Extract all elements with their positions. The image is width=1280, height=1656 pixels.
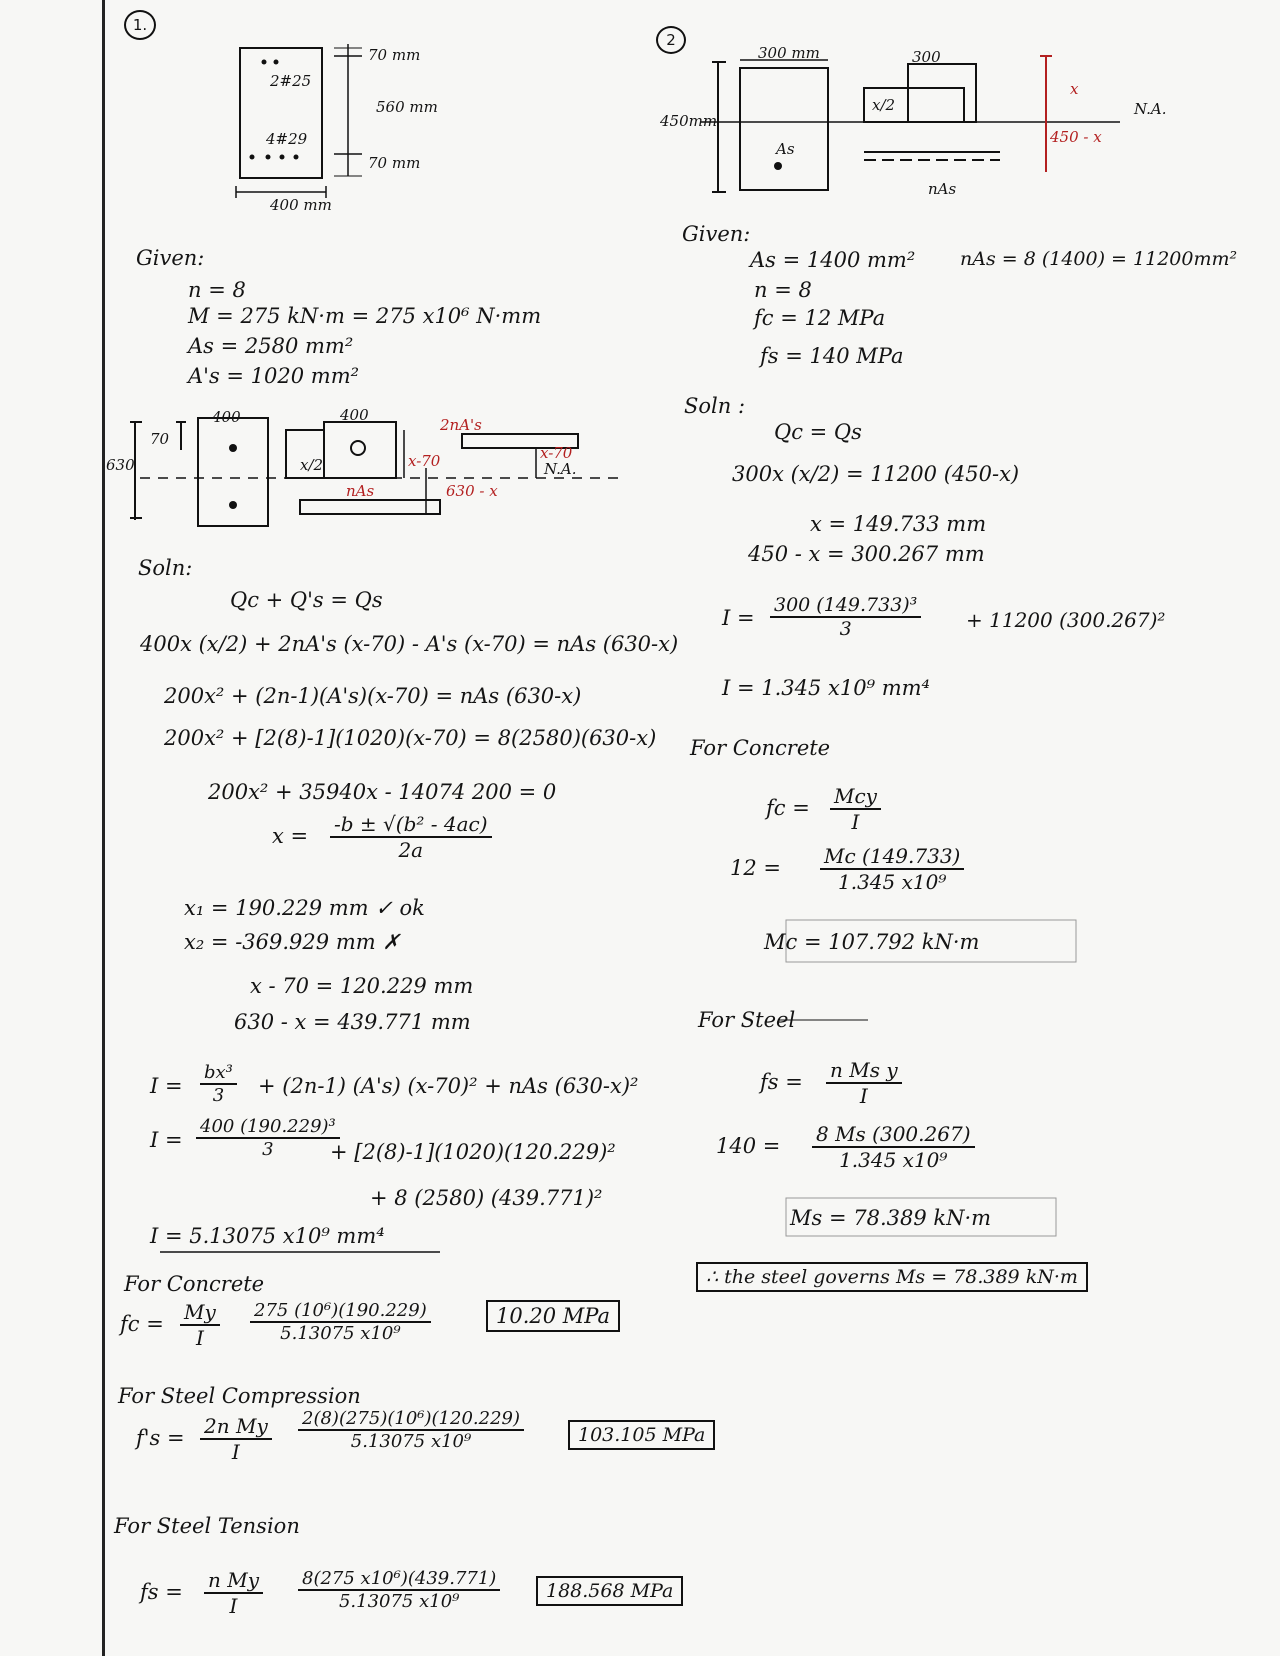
I2-lhs: I =: [722, 606, 755, 630]
bottom-bars-label: 4#29: [266, 130, 308, 148]
fc2-num: Mcy: [830, 784, 881, 810]
I-sub-num: 400 (190.229)³: [196, 1116, 340, 1139]
nas-label-2: nAs: [928, 180, 957, 198]
I2-value: I = 1.345 x10⁹ mm⁴: [722, 676, 930, 700]
x-minus-70-label-2: x-70: [540, 444, 573, 462]
width-label: 400 mm: [270, 196, 332, 214]
width-300-label-2: 300: [912, 48, 941, 66]
given-line-2: M = 275 kN·m = 275 x10⁶ N·mm: [188, 304, 542, 328]
given-2-line-1: As = 1400 mm²: [750, 248, 916, 272]
I-sub-lhs: I =: [150, 1128, 183, 1152]
quadratic-formula: [330, 812, 492, 862]
eq-4: 200x² + 35940x - 14074 200 = 0: [208, 780, 557, 804]
x-value-2: x = 149.733 mm: [810, 512, 987, 536]
x-minus-70-value: x - 70 = 120.229 mm: [250, 974, 474, 998]
fc-frac-2: [250, 1300, 431, 1344]
fs-comp-frac-2: [298, 1408, 524, 1452]
fs-comp-lhs: f's =: [136, 1426, 185, 1450]
x2-value: x₂ = -369.929 mm ✗: [184, 930, 400, 954]
x-minus-70-label: x-70: [408, 452, 441, 470]
fs-comp-frac-1-num: 2n My: [200, 1414, 272, 1440]
I-eq-den: 3: [212, 1085, 225, 1106]
fs-tension-frac-1-den: I: [229, 1594, 238, 1618]
given-2-line-4: fs = 140 MPa: [760, 344, 904, 368]
mc-value: Mc = 107.792 kN·m: [764, 930, 980, 954]
I-sub-rest: + [2(8)-1](1020)(120.229)²: [330, 1140, 616, 1164]
fs2-lhs: fs =: [760, 1070, 803, 1094]
given-title-2: Given:: [682, 222, 751, 246]
I-value-1: I = 5.13075 x10⁹ mm⁴: [150, 1224, 385, 1248]
fc2-den: I: [851, 810, 860, 834]
soln-title-2: Soln :: [684, 394, 746, 418]
I-eq-rest: + (2n-1) (A's) (x-70)² + nAs (630-x)²: [258, 1074, 639, 1098]
fc2-sub-frac: [820, 844, 964, 894]
fs-comp-frac-2-num: 2(8)(275)(10⁶)(120.229): [298, 1408, 524, 1431]
fc-frac-2-den: 5.13075 x10⁹: [280, 1323, 401, 1344]
depth-630-label: 630: [106, 456, 135, 474]
fs-tension-lhs: fs =: [140, 1580, 183, 1604]
top-cover-label: 70 mm: [368, 46, 421, 64]
I-sub-rest-2: + 8 (2580) (439.771)²: [370, 1186, 603, 1210]
fs-tension-frac-1-num: n My: [204, 1568, 263, 1594]
I2-num: 300 (149.733)³: [770, 594, 921, 618]
fs2-sub-frac: [812, 1122, 975, 1172]
fs2-frac: [826, 1058, 902, 1108]
given-line-1: n = 8: [188, 278, 246, 302]
width-400-label-2: 400: [340, 406, 369, 424]
fc-answer-1: 10.20 MPa: [486, 1300, 620, 1332]
fc2-frac: [830, 784, 881, 834]
fs2-sub-den: 1.345 x10⁹: [839, 1148, 948, 1172]
given-2-line-3: fc = 12 MPa: [754, 306, 886, 330]
steel-title-2: For Steel: [698, 1008, 796, 1032]
depth-label: 560 mm: [376, 98, 438, 116]
I-eq-frac: [200, 1062, 237, 1106]
top-bars-label: 2#25: [270, 72, 312, 90]
x-half-label: x/2: [300, 456, 324, 474]
2nas-label: 2nA's: [440, 416, 482, 434]
conclusion: ∴ the steel governs Ms = 78.389 kN·m: [696, 1262, 1088, 1292]
neutral-axis-label: N.A.: [544, 460, 577, 478]
height-450-label: 450mm: [660, 112, 718, 130]
fs-comp-frac-2-den: 5.13075 x10⁹: [350, 1431, 472, 1452]
eq-3: 200x² + [2(8)-1](1020)(x-70) = 8(2580)(630-x): [164, 726, 657, 750]
given-line-3: As = 2580 mm²: [188, 334, 354, 358]
width-300-label: 300 mm: [758, 44, 820, 62]
fs2-den: I: [859, 1084, 868, 1108]
steel-tension-title: For Steel Tension: [114, 1514, 300, 1538]
fs-tension-frac-2: [298, 1568, 500, 1612]
fs2-num: n Ms y: [826, 1058, 902, 1084]
neutral-axis-label-2: N.A.: [1134, 100, 1167, 118]
d-value-2: 450 - x = 300.267 mm: [748, 542, 985, 566]
eq-2: 200x² + (2n-1)(A's)(x-70) = nAs (630-x): [164, 684, 582, 708]
fc-frac-1: [180, 1300, 220, 1350]
concrete-title-1: For Concrete: [124, 1272, 265, 1296]
fs-tension-frac-2-num: 8(275 x10⁶)(439.771): [298, 1568, 500, 1591]
630-minus-x-label: 630 - x: [446, 482, 498, 500]
fs2-sub-lhs: 140 =: [716, 1134, 781, 1158]
quadratic-lhs: x =: [272, 824, 309, 848]
x-half-label-2: x/2: [872, 96, 896, 114]
eq-q-sum: Qc + Q's = Qs: [230, 588, 383, 612]
I2-rest: + 11200 (300.267)²: [966, 608, 1166, 632]
x1-value: x₁ = 190.229 mm ✓ ok: [184, 896, 425, 920]
given-title-1: Given:: [136, 246, 205, 270]
fs-tension-answer: 188.568 MPa: [536, 1576, 683, 1606]
450-minus-x-label: 450 - x: [1050, 128, 1102, 146]
eq-1: 400x (x/2) + 2nA's (x-70) - A's (x-70) = nAs (630-x): [140, 632, 679, 656]
fc-frac-1-den: I: [195, 1326, 204, 1350]
I-eq-num: bx³: [200, 1062, 237, 1085]
fc-frac-2-num: 275 (10⁶)(190.229): [250, 1300, 431, 1323]
fs-comp-answer: 103.105 MPa: [568, 1420, 715, 1450]
x-label: x: [1070, 80, 1079, 98]
soln-title-1: Soln:: [138, 556, 193, 580]
fs-tension-frac-1: [204, 1568, 263, 1618]
I2-den: 3: [839, 618, 852, 640]
given-2-line-2: n = 8: [754, 278, 812, 302]
eq-2-1: 300x (x/2) = 11200 (450-x): [732, 462, 1020, 486]
I2-frac: [770, 594, 921, 640]
fc-lhs-1: fc =: [120, 1312, 164, 1336]
I-eq-lhs: I =: [150, 1074, 183, 1098]
given-nas: nAs = 8 (1400) = 11200mm²: [960, 248, 1238, 270]
steel-comp-title: For Steel Compression: [118, 1384, 361, 1408]
cover-70-label: 70: [150, 430, 170, 448]
width-400-label: 400: [212, 408, 241, 426]
nas-label: nAs: [346, 482, 375, 500]
630-minus-x-value: 630 - x = 439.771 mm: [234, 1010, 471, 1034]
quadratic-num: -b ± √(b² - 4ac): [330, 812, 492, 838]
fs-tension-frac-2-den: 5.13075 x10⁹: [338, 1591, 460, 1612]
I-sub-frac: [196, 1116, 340, 1160]
bottom-cover-label: 70 mm: [368, 154, 421, 172]
eq-qc-qs: Qc = Qs: [774, 420, 862, 444]
ms-value: Ms = 78.389 kN·m: [790, 1206, 992, 1230]
fc2-sub-num: Mc (149.733): [820, 844, 964, 870]
I-sub-den: 3: [262, 1139, 274, 1160]
given-line-4: A's = 1020 mm²: [188, 364, 360, 388]
fs2-sub-num: 8 Ms (300.267): [812, 1122, 975, 1148]
fc2-sub-lhs: 12 =: [730, 856, 781, 880]
quadratic-den: 2a: [398, 838, 424, 862]
concrete-title-2: For Concrete: [690, 736, 831, 760]
fc-frac-1-num: My: [180, 1300, 220, 1326]
fc2-lhs: fc =: [766, 796, 810, 820]
fs-comp-frac-1: [200, 1414, 272, 1464]
fs-comp-frac-1-den: I: [231, 1440, 240, 1464]
fc2-sub-den: 1.345 x10⁹: [838, 870, 947, 894]
problem-number-2: 2: [656, 26, 686, 54]
problem-number-1: 1.: [124, 10, 156, 40]
as-label: As: [776, 140, 795, 158]
